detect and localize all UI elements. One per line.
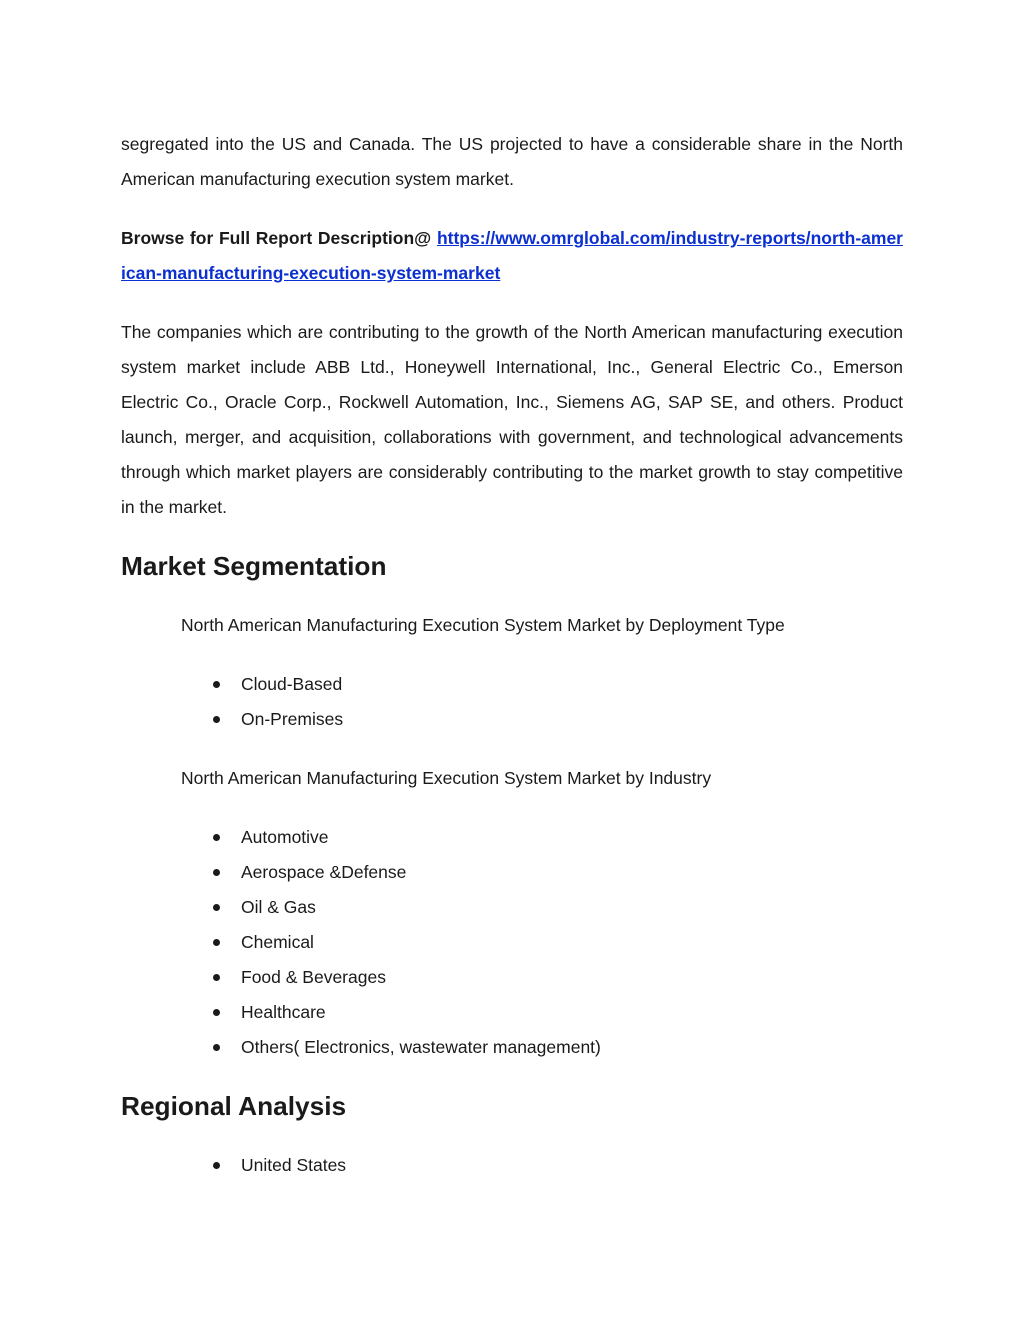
- industry-subheading: North American Manufacturing Execution System Market by Industry: [181, 768, 712, 788]
- deployment-type-list: [121, 667, 903, 737]
- report-link[interactable]: https://www.omrglobal.com/industry-reports/north-american-manufacturing-execution-system-market: [121, 228, 903, 283]
- bullet-icon: [213, 1044, 220, 1051]
- bullet-icon: [213, 1162, 220, 1169]
- list-item-label: Aerospace &Defense: [241, 862, 407, 882]
- list-item-label: Oil & Gas: [241, 897, 316, 917]
- list-item: [121, 702, 903, 737]
- browse-label: Browse for Full Report Description@: [121, 228, 437, 248]
- list-item: [121, 925, 903, 960]
- bullet-icon: [213, 869, 220, 876]
- list-item: [121, 855, 903, 890]
- regional-analysis-heading: Regional Analysis: [121, 1091, 347, 1121]
- list-item: [121, 1030, 903, 1065]
- regional-list: [121, 1148, 903, 1183]
- browse-paragraph: [121, 221, 903, 291]
- bullet-icon: [213, 681, 220, 688]
- bullet-icon: [213, 1009, 220, 1016]
- companies-paragraph: The companies which are contributing to the growth of the North American manufacturing execution system market include ABB Ltd., Honeywell International, Inc., General Electric Co., Emerson Electric Co., Oracle Corp., Rockwell Automation, Inc., Siemens AG, SAP SE, and others. Product launch, merger, and acquisition, collaborations with government, and technological advancements through which market players are considerably contributing to the market growth to stay competitive in the market.: [121, 322, 903, 517]
- list-item-label: Chemical: [241, 932, 314, 952]
- bullet-icon: [213, 716, 220, 723]
- bullet-icon: [213, 834, 220, 841]
- bullet-icon: [213, 974, 220, 981]
- list-item: [121, 820, 903, 855]
- list-item-label: Food & Beverages: [241, 967, 386, 987]
- list-item-label: United States: [241, 1155, 347, 1175]
- list-item: [121, 667, 903, 702]
- list-item-label: Others( Electronics, wastewater management): [241, 1037, 601, 1057]
- intro-paragraph: segregated into the US and Canada. The US projected to have a considerable share in the North American manufacturing execution system market.: [121, 134, 903, 189]
- document-page: [121, 127, 903, 1207]
- market-segmentation-heading: Market Segmentation: [121, 551, 387, 581]
- list-item: [121, 890, 903, 925]
- list-item-label: Cloud-Based: [241, 674, 343, 694]
- list-item-label: On-Premises: [241, 709, 344, 729]
- deployment-type-subheading: North American Manufacturing Execution System Market by Deployment Type: [181, 615, 785, 635]
- list-item: [121, 1148, 903, 1183]
- list-item: [121, 995, 903, 1030]
- industry-list: [121, 820, 903, 1065]
- list-item-label: Automotive: [241, 827, 329, 847]
- bullet-icon: [213, 939, 220, 946]
- list-item-label: Healthcare: [241, 1002, 326, 1022]
- bullet-icon: [213, 904, 220, 911]
- list-item: [121, 960, 903, 995]
